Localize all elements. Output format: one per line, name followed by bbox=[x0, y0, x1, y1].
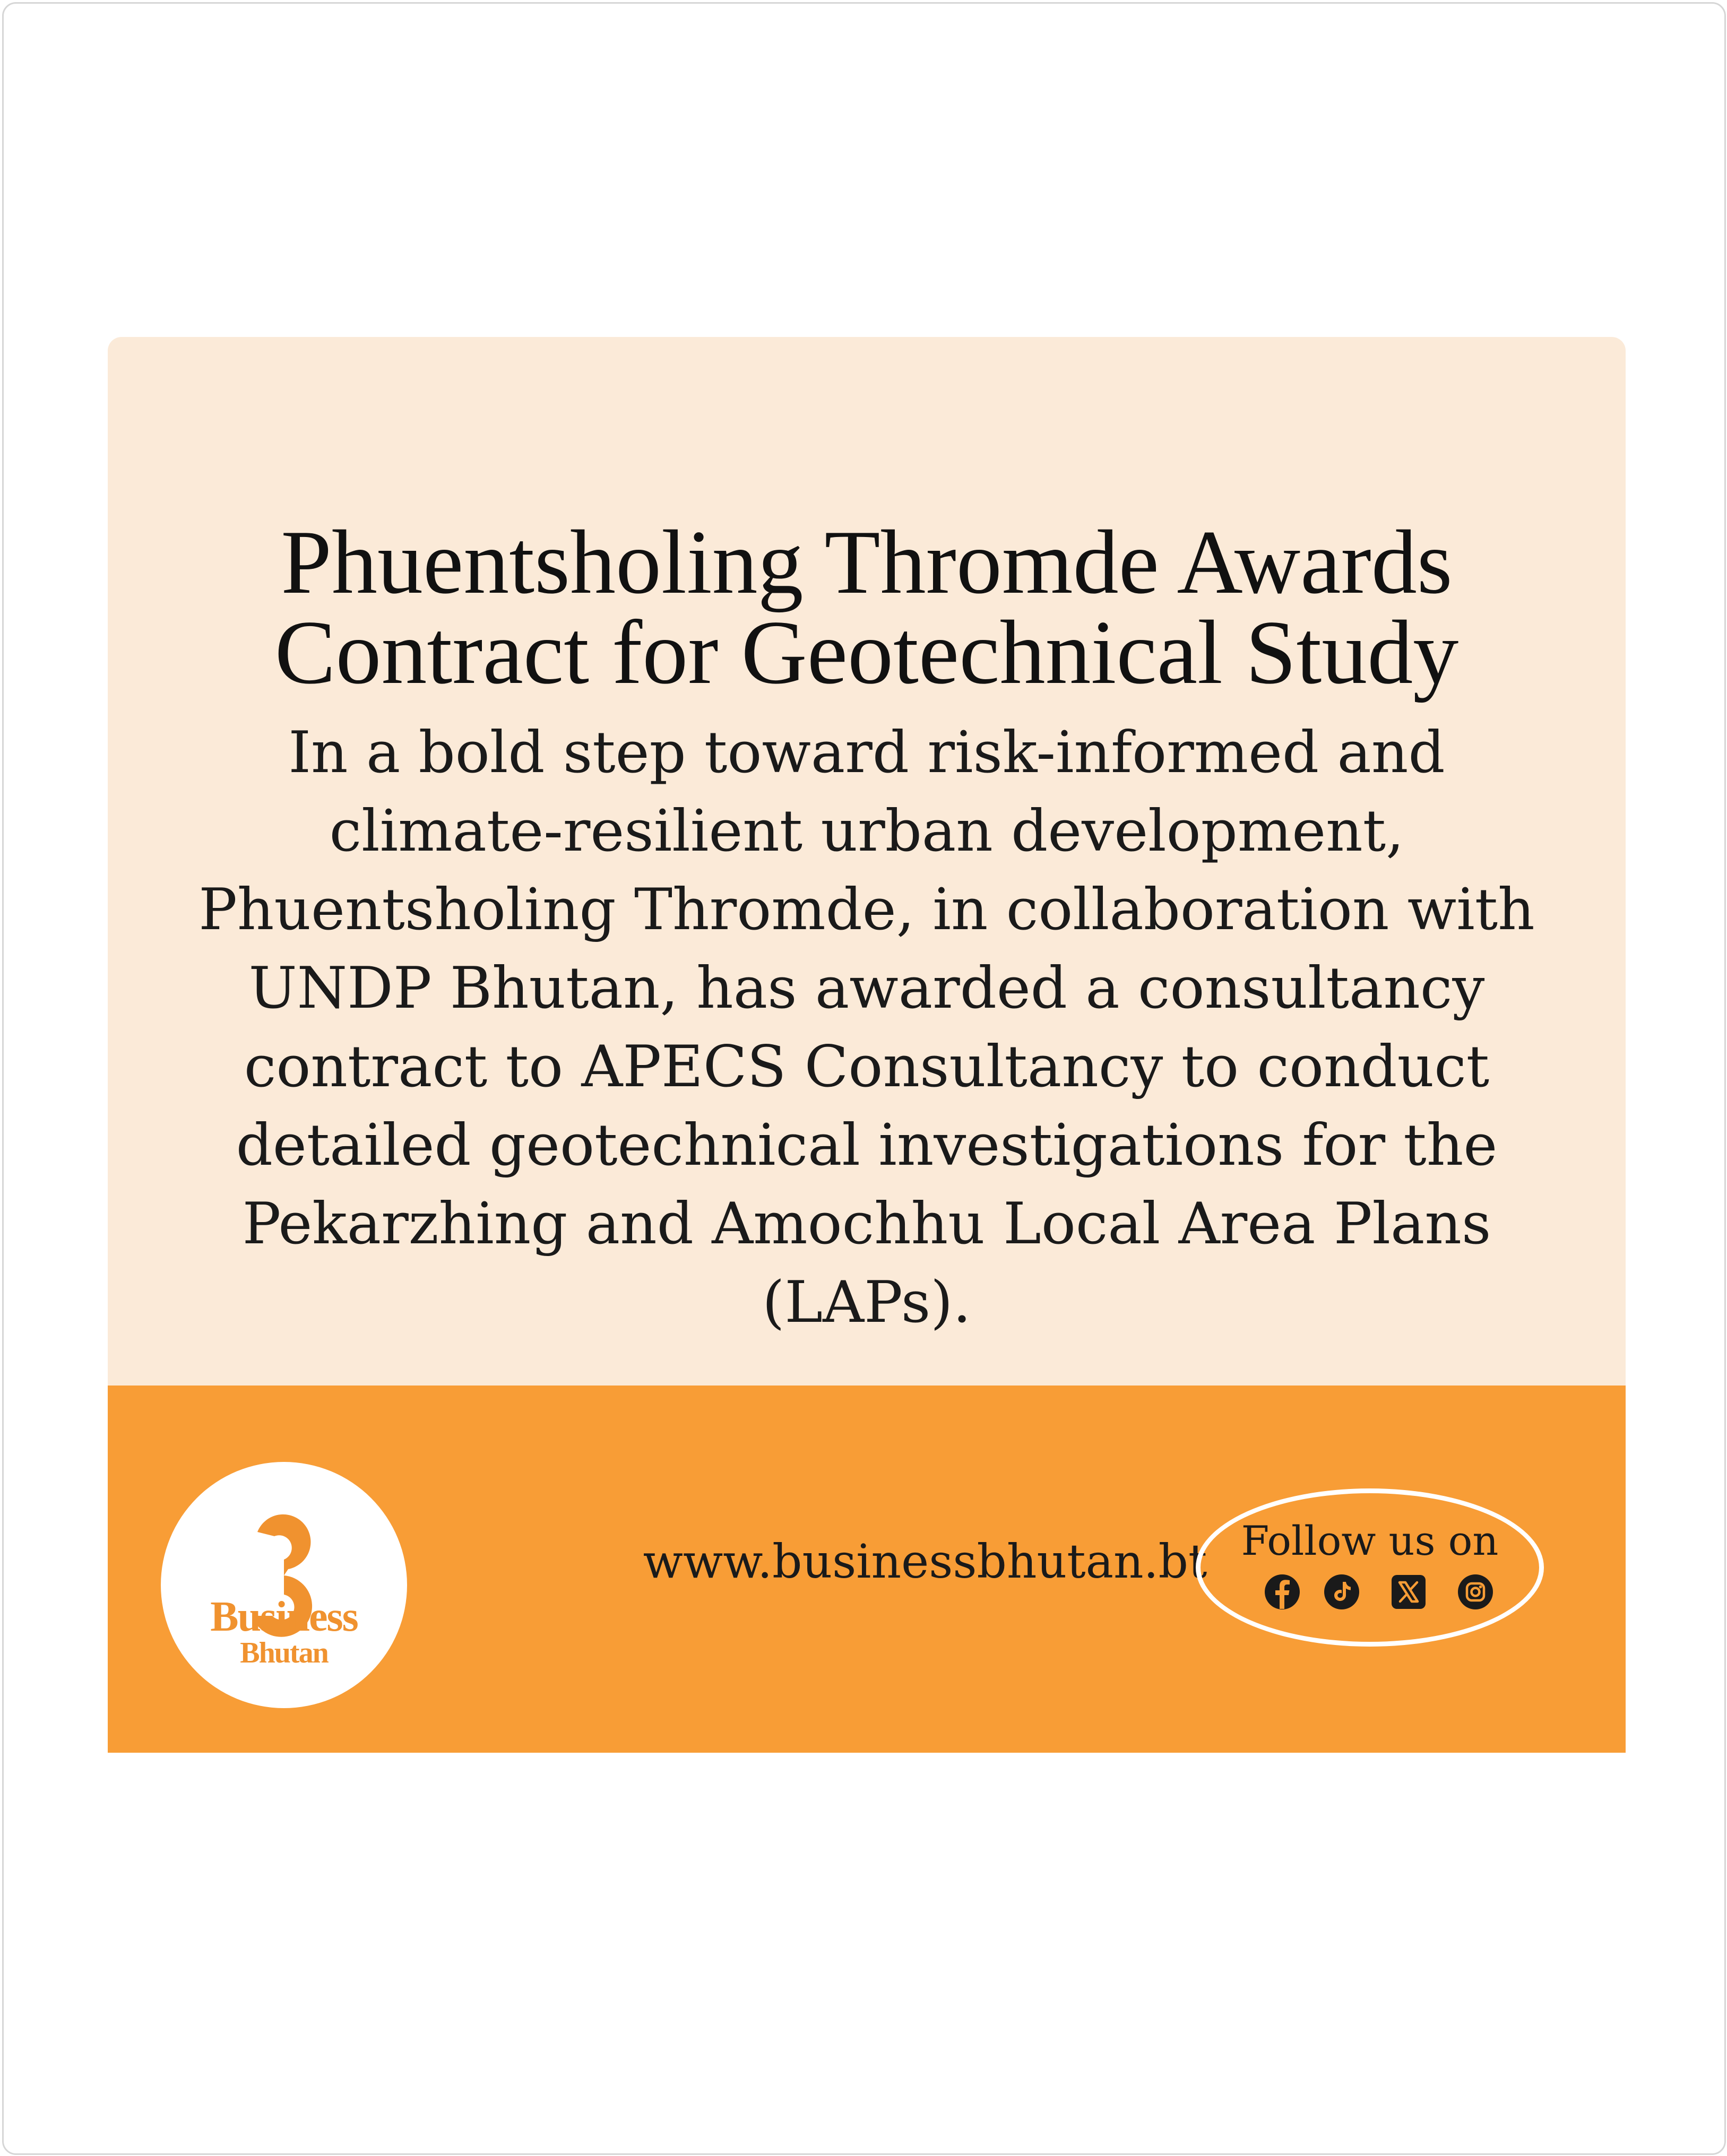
logo-mark-icon bbox=[161, 1462, 407, 1708]
x-icon[interactable] bbox=[1391, 1574, 1427, 1610]
logo-word-business: Business bbox=[210, 1594, 358, 1640]
instagram-icon[interactable] bbox=[1457, 1574, 1493, 1610]
logo-word-bhutan: Bhutan bbox=[240, 1637, 328, 1669]
follow-label: Follow us on bbox=[1241, 1517, 1499, 1564]
article-summary: In a bold step toward risk-informed and climate-resilient urban development, Phuentsholing Thromde, in collaboration with UNDP Bhutan, has awarded a consultancy contract to APECS Consultancy to conduct detailed geotechnical investigations for the Pekarzhing and Amochhu Local Area Plans (LAPs). bbox=[198, 720, 1535, 1336]
page-frame bbox=[2, 2, 1726, 2155]
business-bhutan-logo[interactable] bbox=[161, 1462, 407, 1708]
website-link[interactable]: www.businessbhutan.bt bbox=[643, 1534, 1207, 1589]
tiktok-icon[interactable] bbox=[1324, 1574, 1360, 1610]
footer-bar bbox=[108, 1386, 1626, 1753]
social-follow-badge bbox=[1196, 1488, 1544, 1647]
headline: Phuentsholing Thromde Awards Contract for Geotechnical Study bbox=[274, 512, 1459, 703]
news-card bbox=[108, 337, 1626, 1753]
facebook-icon[interactable] bbox=[1264, 1574, 1300, 1610]
